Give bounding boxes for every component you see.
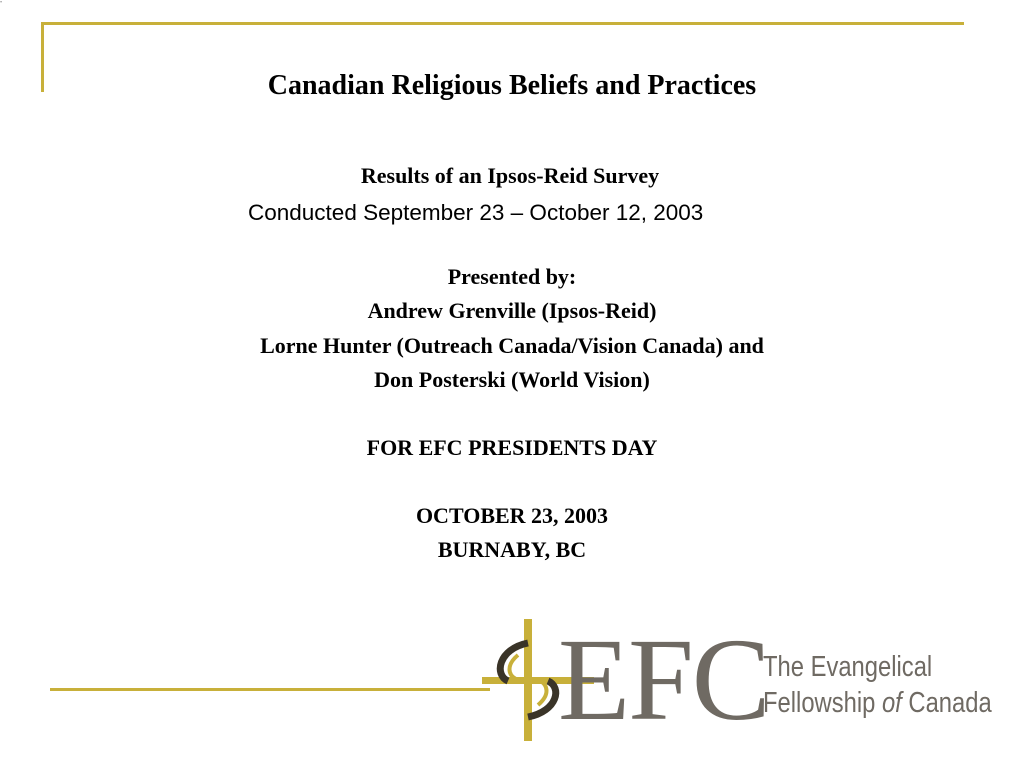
survey-dates: Conducted September 23 – October 12, 2003 [248, 200, 704, 225]
presented-by-label: Presented by: [447, 264, 577, 289]
efc-logo [478, 614, 992, 745]
efc-name-line-1: The Evangelical [763, 651, 933, 683]
efc-full-name [763, 649, 992, 721]
efc-name-of: of [881, 687, 902, 719]
slide-title: Canadian Religious Beliefs and Practices [267, 70, 757, 101]
presenter-2: Lorne Hunter (Outreach Canada/Vision Canada) and [260, 333, 764, 358]
frame-top-rule [41, 22, 964, 25]
efc-acronym: EFC [558, 614, 769, 745]
survey-subtitle: Results of an Ipsos-Reid Survey [360, 163, 660, 188]
event-name: FOR EFC PRESIDENTS DAY [366, 435, 658, 460]
efc-name-canada: Canada [901, 687, 992, 719]
efc-name-fellowship: Fellowship [763, 687, 882, 719]
event-date: OCTOBER 23, 2003 [415, 503, 609, 528]
efc-name-line-2 [763, 685, 992, 721]
event-location: BURNABY, BC [437, 537, 587, 562]
presenter-3: Don Posterski (World Vision) [374, 367, 650, 392]
frame-bottom-rule [50, 688, 490, 691]
corner-mark: • [0, 0, 3, 6]
presenter-1: Andrew Grenville (Ipsos-Reid) [367, 298, 657, 323]
